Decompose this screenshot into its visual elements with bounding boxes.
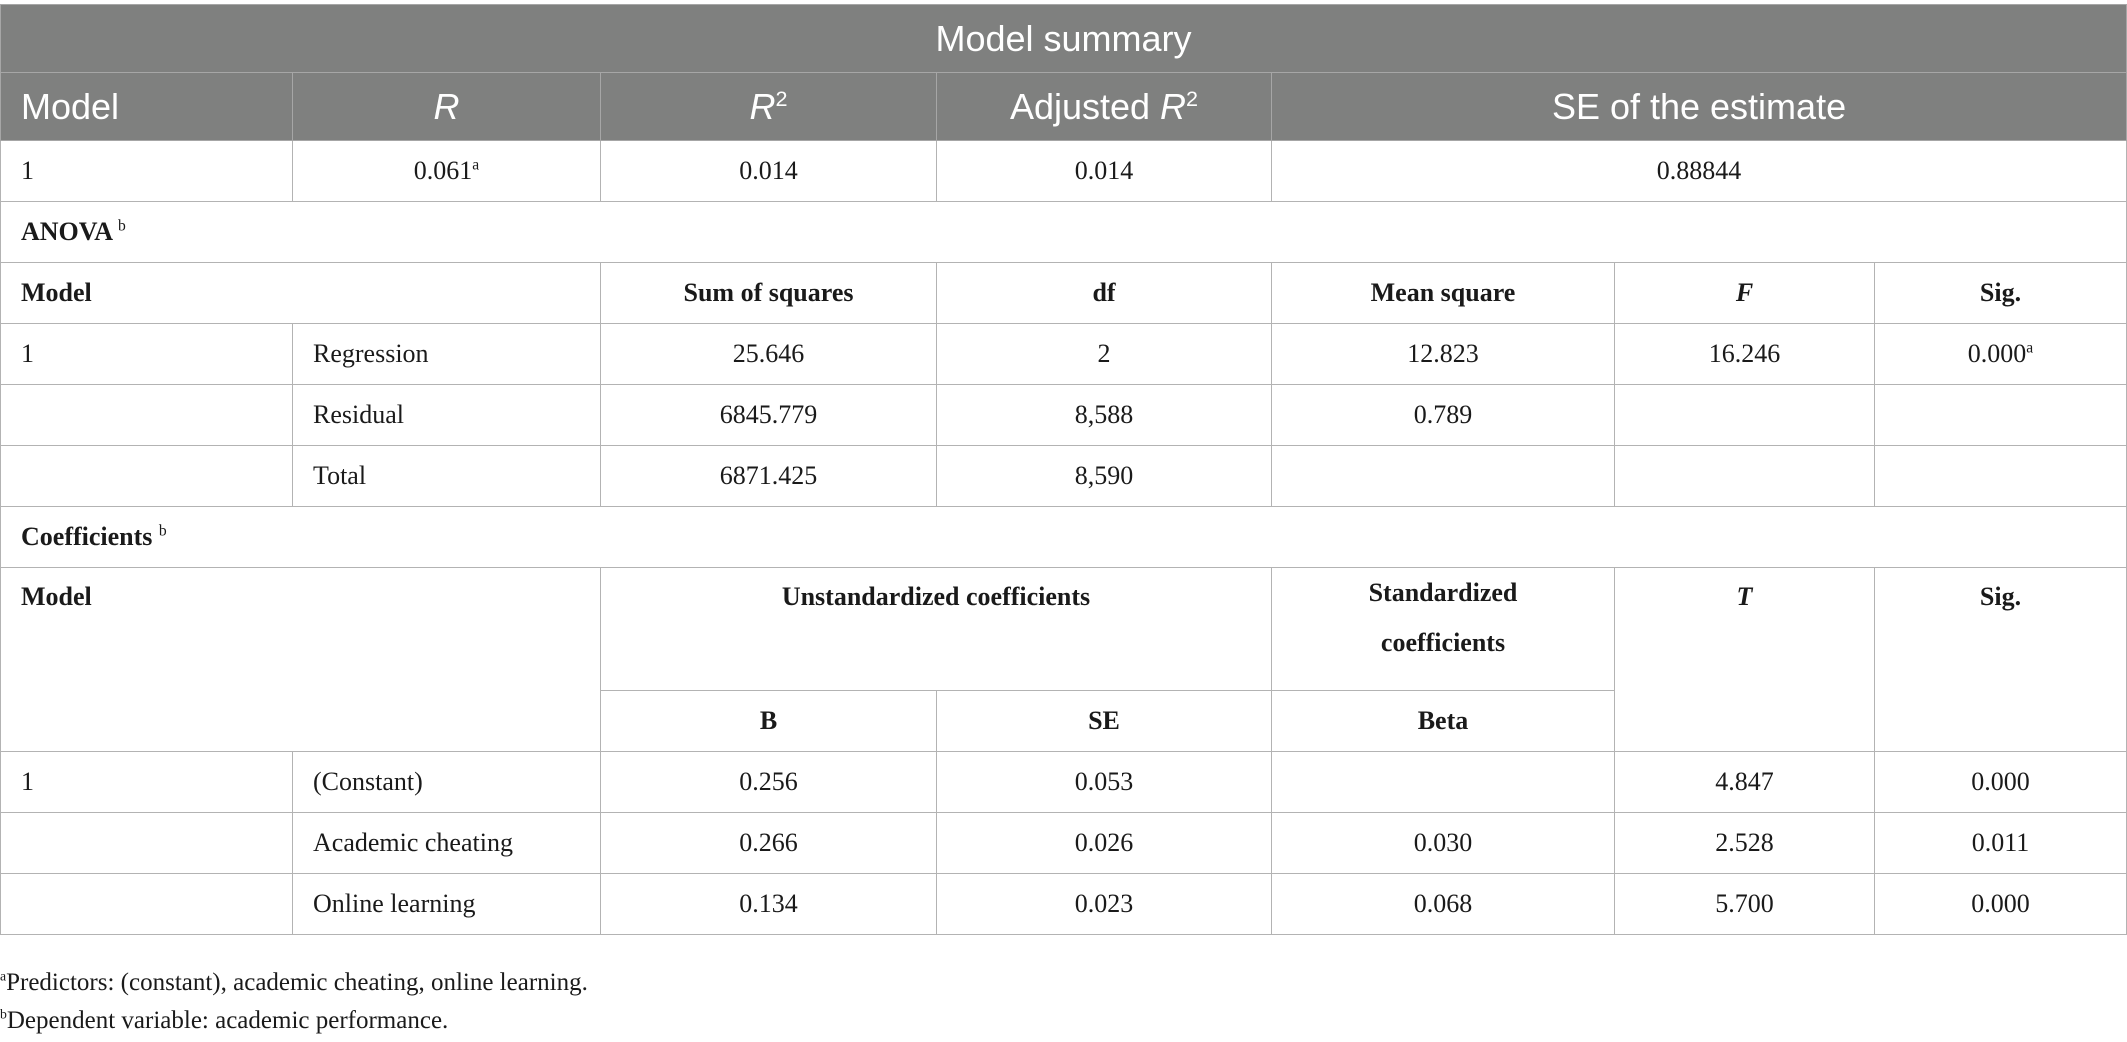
sum-of-squares-header: Sum of squares [601,263,937,324]
beta-cell [1272,752,1615,813]
f-cell: 16.246 [1615,324,1875,385]
b-cell: 0.134 [601,874,937,935]
ms-cell: 0.789 [1272,385,1615,446]
anova-sig-header: Sig. [1875,263,2127,324]
unstandardized-header: Unstandardized coefficients [601,568,1272,691]
model-summary-header-row [1,73,2127,141]
anova-model-cell [1,446,293,507]
regression-table [0,4,2127,935]
model-cell: 1 [1,141,293,202]
r-squared-header: $R^2$ [601,73,937,141]
se-cell: 0.023 [937,874,1272,935]
b-cell: 0.266 [601,813,937,874]
ss-cell: 6871.425 [601,446,937,507]
df-cell: 2 [937,324,1272,385]
b-header: B [601,691,937,752]
anova-row-total [1,446,2127,507]
footnote-b: $^b$Dependent variable: academic performance. [0,1006,449,1034]
model-summary-title: Model summary [1,5,2127,73]
beta-cell: 0.030 [1272,813,1615,874]
coefficients-section-row [1,507,2127,568]
beta-cell: 0.068 [1272,874,1615,935]
coef-model-cell [1,813,293,874]
sig-cell: 0.000 [1875,874,2127,935]
table-footnotes [0,964,588,1040]
r-squared-cell: 0.014 [601,141,937,202]
anova-label-cell: Residual [293,385,601,446]
se-estimate-cell: 0.88844 [1272,141,2127,202]
coef-label-cell: Online learning [293,874,601,935]
coef-label-cell: Academic cheating [293,813,601,874]
t-cell: 2.528 [1615,813,1875,874]
beta-header: Beta [1272,691,1615,752]
model-summary-title-row [1,5,2127,73]
coef-model-cell [1,874,293,935]
f-header: F [1615,263,1875,324]
ss-cell: 6845.779 [601,385,937,446]
anova-header-row [1,263,2127,324]
f-cell [1615,385,1875,446]
footnote-a: $^a$Predictors: (constant), academic cheating, online learning. [0,968,588,996]
coefficients-header-row [1,568,2127,691]
sig-cell: 0.011 [1875,813,2127,874]
sig-cell [1875,446,2127,507]
coef-row-online-learning [1,874,2127,935]
anova-row-regression [1,324,2127,385]
coef-model-cell: 1 [1,752,293,813]
anova-model-cell: 1 [1,324,293,385]
anova-row-residual [1,385,2127,446]
df-cell: 8,588 [937,385,1272,446]
coef-label-cell: (Constant) [293,752,601,813]
anova-section-row [1,202,2127,263]
anova-model-header: Model [1,263,601,324]
adjusted-r-squared-cell: 0.014 [937,141,1272,202]
sig-cell: 0.000 [1875,752,2127,813]
mean-square-header: Mean square [1272,263,1615,324]
standardized-header: Standardized coefficients [1272,568,1615,691]
coef-row-academic-cheating [1,813,2127,874]
coefficients-title: Coefficients $^b$ [1,507,2127,568]
r-header: R [293,73,601,141]
anova-label-cell: Regression [293,324,601,385]
model-summary-row [1,141,2127,202]
adjusted-r-squared-header: Adjusted $R^2$ [937,73,1272,141]
df-cell: 8,590 [937,446,1272,507]
sig-cell [1875,385,2127,446]
coef-sig-header: Sig. [1875,568,2127,752]
anova-label-cell: Total [293,446,601,507]
sig-cell: 0.000$^a$ [1875,324,2127,385]
f-cell [1615,446,1875,507]
anova-title: ANOVA $^b$ [1,202,2127,263]
b-cell: 0.256 [601,752,937,813]
se-header: SE [937,691,1272,752]
se-cell: 0.026 [937,813,1272,874]
t-cell: 4.847 [1615,752,1875,813]
anova-model-cell [1,385,293,446]
coef-row-constant [1,752,2127,813]
t-cell: 5.700 [1615,874,1875,935]
se-estimate-header: SE of the estimate [1272,73,2127,141]
r-cell: 0.061$^a$ [293,141,601,202]
df-header: df [937,263,1272,324]
ms-cell [1272,446,1615,507]
t-header: T [1615,568,1875,752]
ms-cell: 12.823 [1272,324,1615,385]
coef-model-header: Model [1,568,601,752]
model-header: Model [1,73,293,141]
ss-cell: 25.646 [601,324,937,385]
se-cell: 0.053 [937,752,1272,813]
